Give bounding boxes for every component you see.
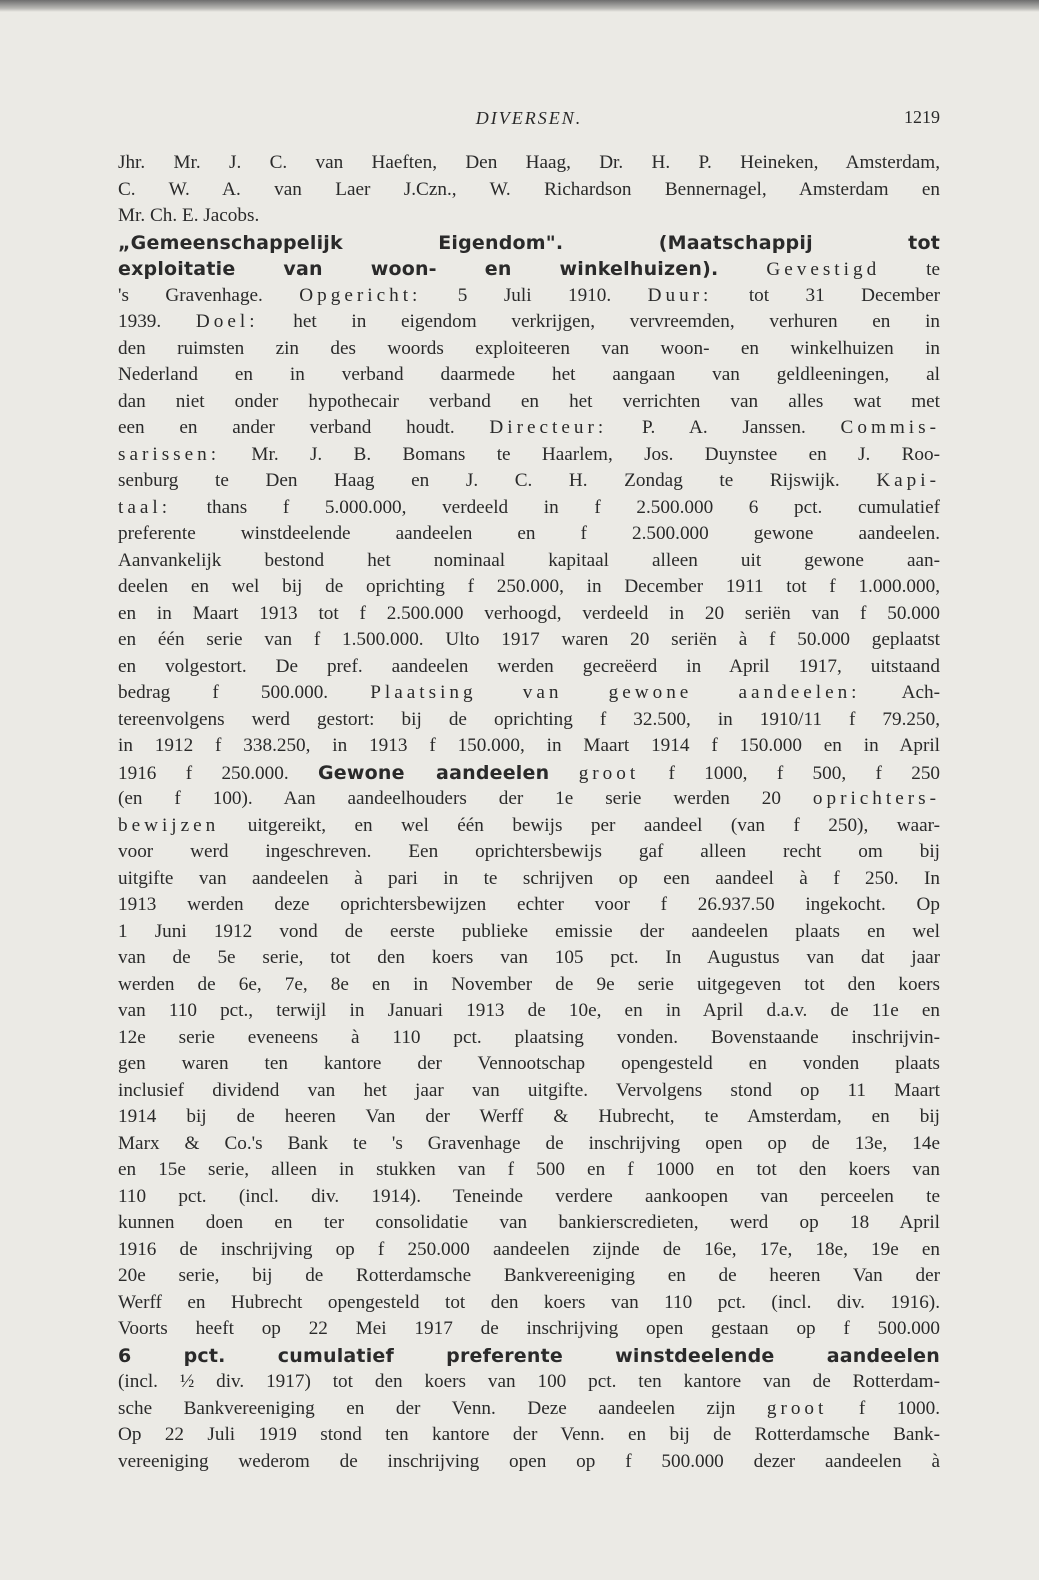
text-segment: deelen en wel bij de oprichting f 250.000, in December 1911 tot f 1.000.000, [118,576,940,597]
text-segment: van de 5e serie, tot den koers van 105 pct. In Augustus van dat jaar [118,947,940,968]
text-line [118,442,940,469]
text-segment: bewijzen [118,814,220,836]
text-line [118,336,940,363]
text-line [118,1290,940,1317]
text-segment: (incl. ½ div. 1917) tot den koers van 100 pct. ten kantore van de Rotterdam- [118,1371,940,1392]
text-segment: een en ander verband houdt. [118,417,490,438]
text-segment: inclusief dividend van het jaar van uitgifte. Vervolgens stond op 11 Maart [118,1079,940,1101]
text-line [118,654,940,681]
text-segment: sarissen: [118,443,221,465]
text-segment: den ruimsten zin des woords exploiteeren van woon- en winkelhuizen in [118,337,940,359]
text-segment: uitgifte van aandeelen à pari in te schrijven op een aandeel à f 250. In [118,867,940,889]
text-line [118,733,940,760]
text-line [118,309,940,336]
text-segment: Plaatsing van gewone aandeelen: [370,682,861,703]
text-segment: P. A. Janssen. [607,417,841,438]
text-segment: f 1000, f 500, f 250 [639,762,940,784]
text-segment: tereenvolgens werd gestort: bij de oprichting f 32.500, in 1910/11 f 79.250, [118,708,940,730]
text-segment: Duur: [647,284,713,306]
text-segment: vereeniging wederom de inschrijving open op f 500.000 dezer aandeelen à [118,1450,940,1472]
text-line [118,521,940,548]
text-segment: dan niet onder hypothecair verband en het verrichten van alles wat met [118,390,940,412]
text-line [118,256,940,283]
text-segment: 1913 werden deze oprichtersbewijzen echter voor f 26.937.50 ingekocht. Op [118,894,940,915]
text-line [118,1184,940,1211]
text-segment: voor werd ingeschreven. Een oprichtersbewijs gaf alleen recht om bij [118,841,940,862]
text-segment: 1 Juni 1912 vond de eerste publieke emissie der aandeelen plaats en wel [118,920,940,942]
text-segment: Nederland en in verband daarmede het aangaan van geldleeningen, al [118,364,940,385]
text-line [118,1104,940,1131]
text-line [118,150,940,177]
text-segment: groot [766,1397,828,1419]
text-segment: werden de 6e, 7e, 8e en in November de 9e serie uitgegeven tot den koers [118,973,940,995]
text-segment: 6 pct. cumulatief preferente winstdeelende aandeelen [118,1344,940,1367]
text-segment: bedrag f 500.000. [118,682,371,703]
text-line [118,680,940,707]
text-line [118,177,940,204]
text-line [118,892,940,919]
text-segment: Gevestigd [766,259,881,280]
page-number: 1219 [904,107,940,127]
scan-edge [0,0,1039,12]
text-segment: 110 pct. (incl. div. 1914). Teneinde verdere aankoopen van perceelen te [118,1185,940,1207]
text-segment: Mr. J. B. Bomans te Haarlem, Jos. Duynstee en J. Roo- [220,443,940,465]
text-line [118,548,940,575]
text-line [118,1449,940,1476]
text-segment: te [880,259,940,280]
text-segment: en in Maart 1913 tot f 2.500.000 verhoogd, verdeeld in 20 seriën van f 50.000 [118,602,940,624]
text-segment: taal: [118,496,172,518]
page-header [118,104,940,134]
text-line [118,839,940,866]
text-segment: tot 31 December [712,284,940,306]
text-segment: 1916 de inschrijving op f 250.000 aandeelen zijnde de 16e, 17e, 18e, 19e en [118,1238,940,1260]
text-line [118,468,940,495]
text-segment: van 110 pct., terwijl in Januari 1913 de 10e, en in April d.a.v. de 11e en [118,1000,940,1021]
text-line [118,1051,940,1078]
text-segment: Ach- [860,682,940,703]
text-segment: exploitatie van woon- en winkelhuizen). [118,258,767,280]
text-segment [549,763,578,784]
text-segment: Op 22 Juli 1919 stond ten kantore der Venn. en bij de Rotterdamsche Bank- [118,1424,940,1445]
text-line [118,998,940,1025]
text-segment: het in eigendom verkrijgen, vervreemden, verhuren en in [258,311,940,332]
running-title: DIVERSEN. [475,108,583,128]
text-segment: Jhr. Mr. J. C. van Haeften, Den Haag, Dr. H. P. Heineken, Amsterdam, [118,152,940,173]
text-line [118,972,940,999]
text-line [118,574,940,601]
text-segment: Kapi- [876,470,940,491]
text-line [118,1396,940,1423]
text-line [118,1263,940,1290]
text-segment: 1916 f 250.000. [118,762,318,784]
text-segment: (en f 100). Aan aandeelhouders der 1e serie werden 20 [118,788,813,809]
text-line [118,1078,940,1105]
text-line [118,389,940,416]
text-segment: Werff en Hubrecht opengesteld tot den koers van 110 pct. (incl. div. 1916). [118,1291,940,1313]
text-line [118,495,940,522]
text-line [118,707,940,734]
text-line [118,283,940,310]
text-segment: kunnen doen en ter consolidatie van bankierscredieten, werd op 18 April [118,1212,940,1233]
text-segment: 's Gravenhage. [118,284,300,306]
text-segment: Commis- [840,417,940,438]
text-segment: 1914 bij de heeren Van der Werff & Hubrecht, te Amsterdam, en bij [118,1106,940,1127]
text-segment: thans f 5.000.000, verdeeld in f 2.500.000 6 pct. cumulatief [171,496,940,518]
text-line [118,919,940,946]
body-text [118,150,940,1475]
text-segment: „Gemeenschappelijk Eigendom". (Maatschappij tot [118,231,940,254]
text-line [118,945,940,972]
text-line [118,1369,940,1396]
text-line [118,1157,940,1184]
text-line [118,203,940,230]
text-segment: 20e serie, bij de Rotterdamsche Bankvereeniging en de heeren Van der [118,1265,940,1286]
text-line [118,1343,940,1370]
text-line [118,1025,940,1052]
text-segment: C. W. A. van Laer J.Czn., W. Richardson Bennernagel, Amsterdam en [118,178,940,200]
text-line [118,813,940,840]
text-line [118,601,940,628]
text-line [118,415,940,442]
text-segment: en volgestort. De pref. aandeelen werden gecreëerd in April 1917, uitstaand [118,655,940,677]
text-segment: en één serie van f 1.500.000. Ulto 1917 waren 20 seriën à f 50.000 geplaatst [118,629,940,650]
text-line [118,362,940,389]
text-line [118,230,940,257]
text-segment: Directeur: [489,417,608,438]
text-segment: 5 Juli 1910. [421,284,648,306]
text-segment: 1939. [118,311,196,332]
text-line [118,627,940,654]
text-segment: Mr. Ch. E. Jacobs. [118,205,260,226]
text-segment: oprichters- [812,788,940,809]
text-segment: Marx & Co.'s Bank te 's Gravenhage de inschrijving open op de 13e, 14e [118,1132,940,1154]
text-line [118,866,940,893]
text-segment: senburg te Den Haag en J. C. H. Zondag te Rijswijk. [118,470,877,491]
text-segment: Aanvankelijk bestond het nominaal kapitaal alleen uit gewone aan- [118,549,940,571]
text-segment: 12e serie eveneens à 110 pct. plaatsing vonden. Bovenstaande inschrijvin- [118,1026,940,1048]
text-segment: preferente winstdeelende aandeelen en f 2.500.000 gewone aandeelen. [118,523,940,544]
text-segment: Opgericht: [299,284,422,306]
text-line [118,786,940,813]
text-segment: Doel: [195,311,259,332]
text-segment: Gewone aandeelen [317,761,550,784]
text-line [118,1237,940,1264]
text-line [118,760,940,787]
text-line [118,1210,940,1237]
text-segment: en 15e serie, alleen in stukken van f 500 en f 1000 en tot den koers van [118,1159,940,1180]
text-segment: sche Bankvereeniging en der Venn. Deze aandeelen zijn [118,1397,767,1419]
text-segment: uitgereikt, en wel één bewijs per aandeel (van f 250), waar- [219,814,940,836]
text-line [118,1422,940,1449]
text-segment: groot [578,762,640,784]
text-segment: Voorts heeft op 22 Mei 1917 de inschrijving open gestaan op f 500.000 [118,1318,940,1339]
text-segment: in 1912 f 338.250, in 1913 f 150.000, in Maart 1914 f 150.000 en in April [118,735,940,756]
text-line [118,1131,940,1158]
text-line [118,1316,940,1343]
text-segment: gen waren ten kantore der Vennootschap opengesteld en vonden plaats [118,1053,940,1074]
text-segment: f 1000. [827,1397,940,1419]
